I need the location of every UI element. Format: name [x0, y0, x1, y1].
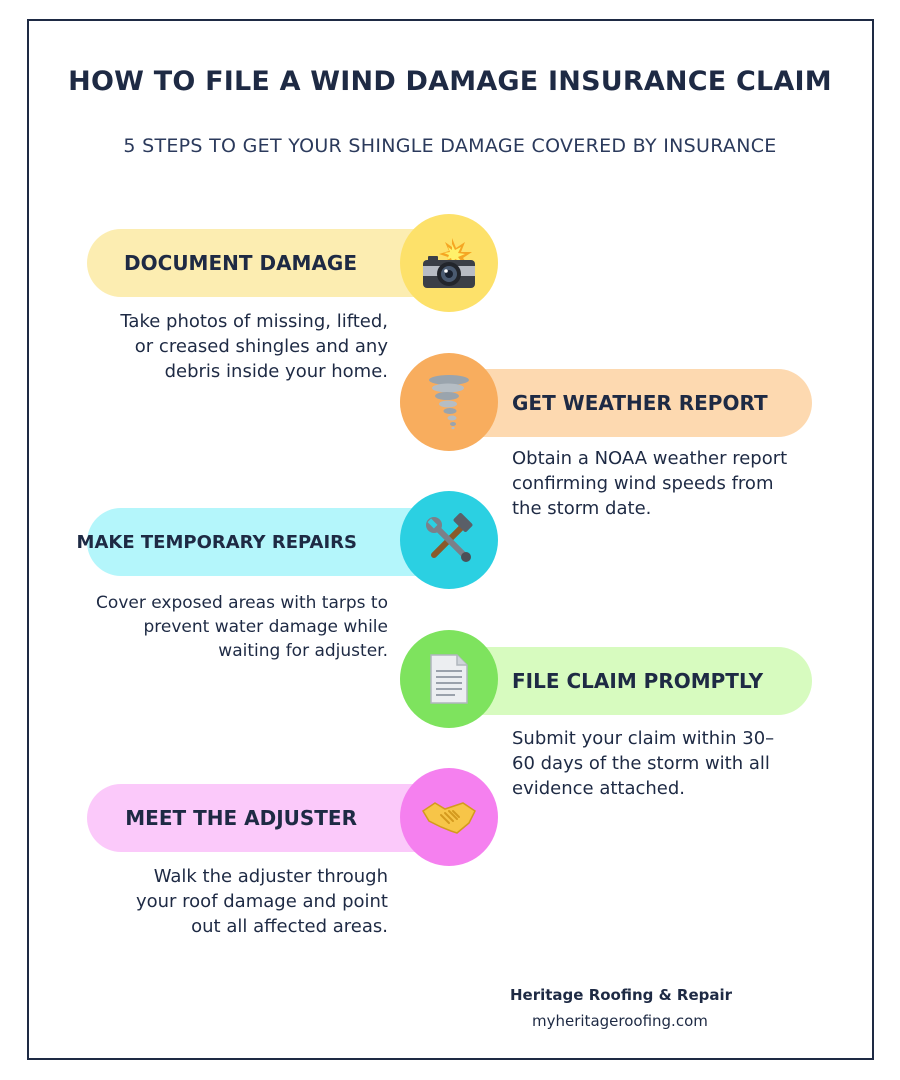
step-3-description: Cover exposed areas with tarps to prevent water damage while waiting for adjuster. — [96, 593, 388, 661]
step-1-label: DOCUMENT DAMAGE — [124, 251, 357, 275]
hammer-wrench-icon — [422, 513, 476, 567]
document-icon — [427, 653, 471, 705]
footer-website-link[interactable]: myheritageroofing.com — [532, 1012, 708, 1030]
step-3-label: MAKE TEMPORARY REPAIRS — [76, 531, 357, 553]
page-subtitle: 5 STEPS TO GET YOUR SHINGLE DAMAGE COVERED BY INSURANCE — [123, 135, 777, 157]
step-5-icon-circle — [400, 768, 498, 866]
step-1-icon-circle — [400, 214, 498, 312]
step-2-label: GET WEATHER REPORT — [512, 391, 768, 415]
step-4-label: FILE CLAIM PROMPTLY — [512, 669, 764, 693]
step-4-icon-circle — [400, 630, 498, 728]
step-3-icon-circle — [400, 491, 498, 589]
camera-flash-icon — [419, 236, 479, 290]
page-title: HOW TO FILE A WIND DAMAGE INSURANCE CLAIM — [68, 66, 832, 97]
footer-company-name: Heritage Roofing & Repair — [510, 986, 733, 1004]
step-2-icon-circle — [400, 353, 498, 451]
step-5-label: MEET THE ADJUSTER — [125, 806, 357, 830]
step-4-description: Submit your claim within 30–60 days of the storm with all evidence attached. — [512, 728, 775, 799]
tornado-icon — [427, 374, 471, 430]
handshake-icon — [421, 797, 477, 837]
step-2-description: Obtain a NOAA weather report confirming wind speeds from the storm date. — [512, 448, 788, 519]
step-5-description: Walk the adjuster through your roof damage and point out all affected areas. — [135, 866, 388, 937]
step-1-description: Take photos of missing, lifted, or creased shingles and any debris inside your home. — [120, 311, 388, 382]
